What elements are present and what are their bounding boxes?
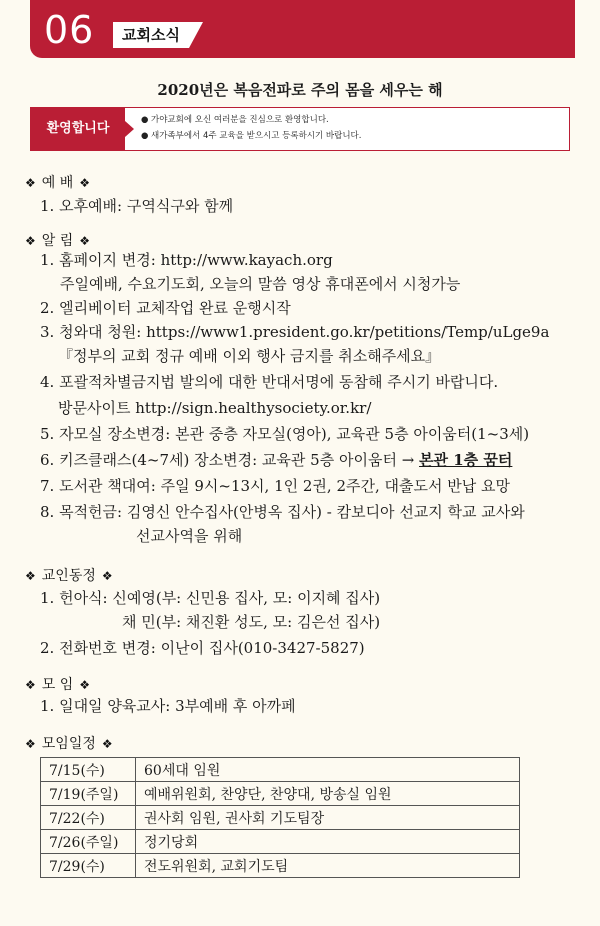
diamond-icon: ❖ (79, 678, 91, 692)
table-row (41, 806, 520, 830)
diamond-icon: ❖ (101, 737, 113, 751)
list-item: 2. 엘리베이터 교체작업 완료 운행시작 (40, 299, 291, 317)
table-row (41, 758, 520, 782)
list-item: 2. 전화번호 변경: 이난이 집사(010-3427-5827) (40, 639, 365, 657)
schedule-event: 60세대 임원 (136, 758, 520, 782)
welcome-box (30, 107, 570, 151)
schedule-table (40, 757, 520, 878)
diamond-icon: ❖ (25, 176, 36, 190)
diamond-icon: ❖ (79, 234, 91, 248)
section-tag: 교회소식 (113, 22, 189, 48)
highlight-location: 본관 1층 꿈터 (419, 451, 513, 469)
list-item: 8. 목적헌금: 김영신 안수집사(안병옥 집사) - 캄보디아 선교지 학교 교사와 (40, 503, 525, 521)
list-item: 6. 키즈클래스(4~7세) 장소변경: 교육관 5층 아이움터 → 본관 1층 꿈터 (40, 451, 513, 469)
list-item: 4. 포괄적차별금지법 발의에 대한 반대서명에 동참해 주시기 바랍니다. (40, 373, 499, 391)
schedule-date: 7/15(수) (41, 758, 136, 782)
list-item: 1. 홈페이지 변경: http://www.kayach.org (40, 251, 333, 269)
section-heading-worship: ❖ 예 배 ❖ (25, 175, 91, 191)
list-item-continued: 『정부의 교회 정규 예배 이외 행사 금지를 취소해주세요』 (58, 347, 441, 365)
diamond-icon: ❖ (25, 569, 36, 583)
list-item-continued: 채 민(부: 채진환 성도, 모: 김은선 집사) (122, 613, 381, 631)
schedule-event: 전도위원회, 교회기도팀 (136, 854, 520, 878)
section-number: 06 (44, 8, 95, 52)
schedule-date: 7/29(수) (41, 854, 136, 878)
schedule-date: 7/26(주일) (41, 830, 136, 854)
list-item: 3. 청와대 청원: https://www1.president.go.kr/petitions/Temp/uLge9a (40, 323, 550, 341)
schedule-event: 예배위원회, 찬양단, 찬양대, 방송실 임원 (136, 782, 520, 806)
schedule-event: 권사회 임원, 권사회 기도팀장 (136, 806, 520, 830)
section-heading-notices: ❖ 알 림 ❖ (25, 233, 91, 249)
schedule-date: 7/19(주일) (41, 782, 136, 806)
yearly-theme: 2020년은 복음전파로 주의 몸을 세우는 해 (157, 81, 443, 99)
diamond-icon: ❖ (25, 737, 36, 751)
diamond-icon: ❖ (101, 569, 113, 583)
welcome-arrow-icon (125, 121, 134, 137)
schedule-date: 7/22(수) (41, 806, 136, 830)
welcome-label: 환영합니다 (31, 108, 125, 150)
list-item: 5. 자모실 장소변경: 본관 중층 자모실(영아), 교육관 5층 아이움터(1~3세) (40, 425, 530, 443)
schedule-event: 정기당회 (136, 830, 520, 854)
welcome-line: ● 새가족부에서 4주 교육을 받으시고 등록하시기 바랍니다. (141, 128, 361, 144)
welcome-text (141, 112, 361, 144)
list-item: 7. 도서관 책대여: 주일 9시~13시, 1인 2권, 2주간, 대출도서 반납 요망 (40, 477, 510, 495)
section-heading-members: ❖ 교인동정 ❖ (25, 568, 113, 584)
list-item-continued: 선교사역을 위해 (136, 527, 243, 545)
section-heading-schedule: ❖ 모임일정 ❖ (25, 736, 113, 752)
table-row (41, 830, 520, 854)
list-item: 1. 오후예배: 구역식구와 함께 (40, 197, 234, 215)
diamond-icon: ❖ (25, 234, 36, 248)
diamond-icon: ❖ (79, 176, 91, 190)
section-tag-tail (189, 22, 203, 48)
welcome-line: ● 가야교회에 오신 여러분을 진심으로 환영합니다. (141, 112, 361, 128)
list-item-continued: 주일예배, 수요기도회, 오늘의 말씀 영상 휴대폰에서 시청가능 (60, 275, 461, 293)
header-bar (30, 0, 575, 58)
list-item: 1. 일대일 양육교사: 3부예배 후 아까페 (40, 697, 296, 715)
diamond-icon: ❖ (25, 678, 36, 692)
list-item: 1. 헌아식: 신예영(부: 신민용 집사, 모: 이지혜 집사) (40, 589, 381, 607)
table-row (41, 854, 520, 878)
bullet-icon: ● (141, 131, 149, 141)
bullet-icon: ● (141, 115, 149, 125)
section-heading-meetings: ❖ 모 임 ❖ (25, 677, 91, 693)
table-row (41, 782, 520, 806)
list-item-continued: 방문사이트 http://sign.healthysociety.or.kr/ (58, 399, 372, 417)
